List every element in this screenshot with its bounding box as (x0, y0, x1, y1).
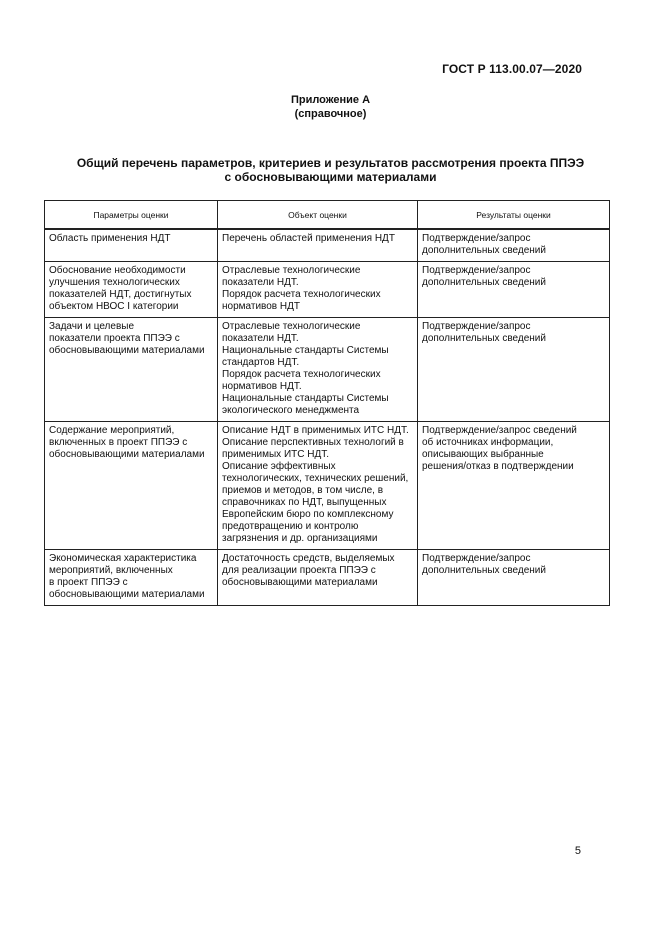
cell-text-line: объектом НВОС I категории (49, 301, 179, 312)
params-cell (45, 550, 218, 606)
cell-text-line: нормативов НДТ. (222, 381, 302, 392)
cell-text-line: Описание НДТ в применимых ИТС НДТ. (222, 425, 409, 436)
cell-text-line: Область применения НДТ (49, 233, 171, 244)
cell-text-line: Подтверждение/запрос (422, 233, 531, 244)
cell-text-line: Порядок расчета технологических (222, 289, 381, 300)
cell-text-line: показатели проекта ППЭЭ с (49, 333, 180, 344)
cell-text-line: загрязнения и др. организациями (222, 533, 378, 544)
cell-text-line: дополнительных сведений (422, 245, 546, 256)
cell-text-line: включенных в проект ППЭЭ с (49, 437, 188, 448)
cell-text-line: Европейским бюро по комплексному (222, 509, 394, 520)
heading-line-1: Общий перечень параметров, критериев и результатов рассмотрения проекта ППЭЭ (76, 156, 585, 170)
cell-text-line: обосновывающими материалами (222, 577, 378, 588)
column-header-params: Параметры оценки (45, 201, 218, 230)
table-row (45, 422, 610, 550)
cell-text-line: обосновывающими материалами (49, 345, 205, 356)
cell-text-line: показатели НДТ. (222, 333, 299, 344)
cell-text-line: стандартов НДТ. (222, 357, 300, 368)
cell-text-line: обосновывающими материалами (49, 589, 205, 600)
cell-text-line: Обоснование необходимости (49, 265, 186, 276)
params-cell (45, 422, 218, 550)
cell-text-line: описывающих выбранные (422, 449, 544, 460)
cell-text-line: Порядок расчета технологических (222, 369, 381, 380)
result-cell (418, 318, 610, 422)
table-row (45, 550, 610, 606)
result-cell (418, 422, 610, 550)
standard-code: ГОСТ Р 113.00.07—2020 (442, 62, 582, 76)
object-cell (218, 318, 418, 422)
cell-text-line: об источниках информации, (422, 437, 554, 448)
cell-text-line: технологических, технических решений, (222, 473, 409, 484)
cell-text-line: показатели НДТ. (222, 277, 299, 288)
cell-text-line: Описание перспективных технологий в (222, 437, 404, 448)
cell-text-line: обосновывающими материалами (49, 449, 205, 460)
appendix-type: (справочное) (294, 108, 367, 120)
cell-text-line: Отраслевые технологические (222, 265, 361, 276)
appendix-title (0, 93, 661, 121)
cell-text-line: справочниках по НДТ, выпущенных (222, 497, 387, 508)
cell-text-line: мероприятий, включенных (49, 565, 173, 576)
cell-text-line: экологического менеджмента (222, 405, 360, 416)
params-cell (45, 318, 218, 422)
cell-text-line: Содержание мероприятий, (49, 425, 175, 436)
cell-text-line: Подтверждение/запрос (422, 321, 531, 332)
object-cell (218, 422, 418, 550)
table-row (45, 229, 610, 262)
cell-text-line: Задачи и целевые (49, 321, 135, 332)
document-heading (0, 156, 661, 184)
cell-text-line: показателей НДТ, достигнутых (49, 289, 192, 300)
table-row (45, 318, 610, 422)
params-cell (45, 262, 218, 318)
cell-text-line: решения/отказ в подтверждении (422, 461, 574, 472)
cell-text-line: Национальные стандарты Системы (222, 393, 389, 404)
heading-line-2: с обосновывающими материалами (224, 170, 437, 184)
table-body (45, 229, 610, 606)
cell-text-line: дополнительных сведений (422, 565, 546, 576)
cell-text-line: улучшения технологических (49, 277, 180, 288)
cell-text-line: Подтверждение/запрос сведений (422, 425, 577, 436)
cell-text-line: Перечень областей применения НДТ (222, 233, 395, 244)
object-cell (218, 550, 418, 606)
cell-text-line: Отраслевые технологические (222, 321, 361, 332)
cell-text-line: предотвращению и контролю (222, 521, 359, 532)
params-cell (45, 229, 218, 262)
cell-text-line: для реализации проекта ППЭЭ с (222, 565, 376, 576)
result-cell (418, 550, 610, 606)
page-number: 5 (574, 845, 581, 857)
cell-text-line: Национальные стандарты Системы (222, 345, 389, 356)
appendix-label: Приложение А (290, 94, 371, 106)
table-row (45, 262, 610, 318)
cell-text-line: Описание эффективных (222, 461, 336, 472)
column-header-result: Результаты оценки (418, 201, 610, 230)
cell-text-line: в проект ППЭЭ с (49, 577, 128, 588)
result-cell (418, 229, 610, 262)
cell-text-line: дополнительных сведений (422, 277, 546, 288)
result-cell (418, 262, 610, 318)
parameters-table (44, 200, 610, 606)
cell-text-line: нормативов НДТ (222, 301, 300, 312)
cell-text-line: Достаточность средств, выделяемых (222, 553, 395, 564)
cell-text-line: приемов и методов, в том числе, в (222, 485, 384, 496)
cell-text-line: Подтверждение/запрос (422, 553, 531, 564)
cell-text-line: Подтверждение/запрос (422, 265, 531, 276)
cell-text-line: дополнительных сведений (422, 333, 546, 344)
cell-text-line: применимых ИТС НДТ. (222, 449, 330, 460)
object-cell (218, 229, 418, 262)
column-header-object: Объект оценки (218, 201, 418, 230)
table-header-row (45, 201, 610, 230)
object-cell (218, 262, 418, 318)
cell-text-line: Экономическая характеристика (49, 553, 197, 564)
